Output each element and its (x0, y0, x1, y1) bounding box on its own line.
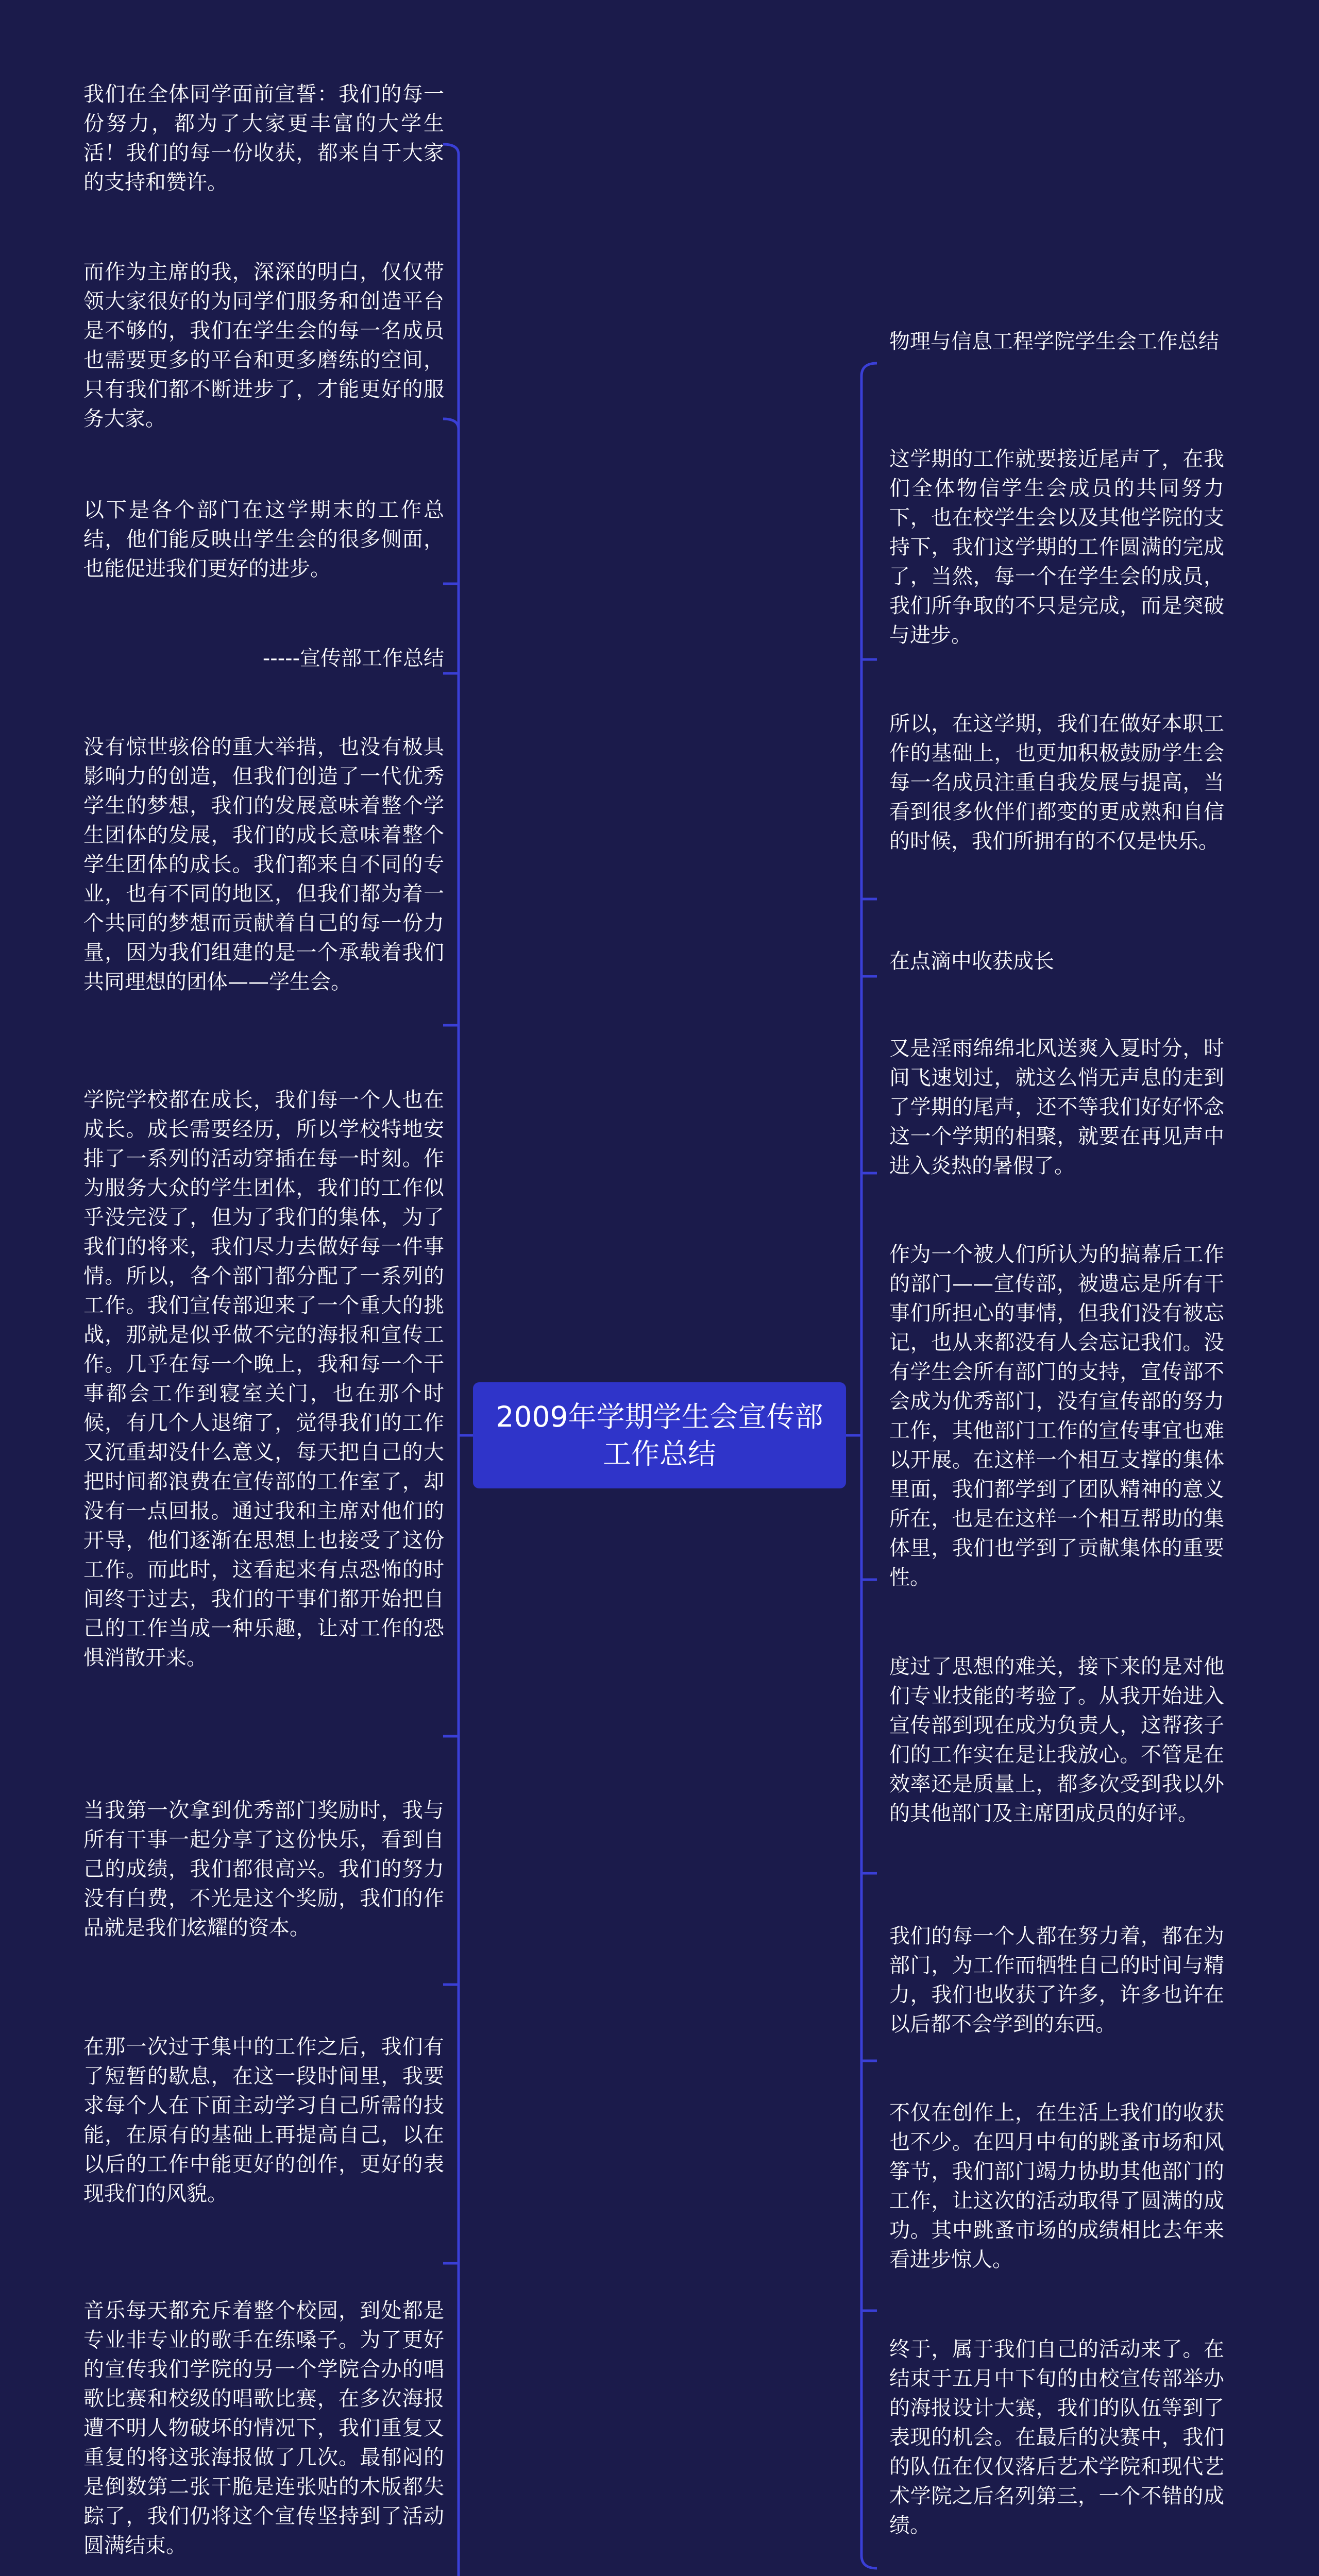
central-topic-label: 2009年学期学生会宣传部工作总结 (496, 1400, 823, 1470)
left-node-8[interactable]: 在那一次过于集中的工作之后，我们有了短暂的歇息，在这一段时间里，我要求每个人在下面主动学习自己所需的技能，在原有的基础上再提高自己，以在以后的工作中能更好的创作，更好的表现我们的风貌。 (83, 2035, 444, 2206)
right-node-3[interactable]: 所以，在这学期，我们在做好本职工作的基础上，也更加积极鼓励学生会每一名成员注重自我发展与提高，当看到很多伙伴们都变的更成熟和自信的时候，我们所拥有的不仅是快乐。 (889, 712, 1224, 853)
left-node-1[interactable]: 我们在全体同学面前宣誓：我们的每一份努力，都为了大家更丰富的大学生活！我们的每一份收获，都来自于大家的支持和赞许。 (83, 82, 444, 194)
right-node-10[interactable]: 终于，属于我们自己的活动来了。在结束于五月中下旬的由校宣传部举办的海报设计大赛，我们的队伍等到了表现的机会。在最后的决赛中，我们的队伍在仅仅落后艺术学院和现代艺术学院之后名列第三，一个不错的成绩。 (889, 2337, 1224, 2537)
left-branch-trunk (459, 155, 473, 2576)
right-branch-trunk (846, 376, 861, 2555)
right-connector-10 (861, 2555, 877, 2568)
right-node-7[interactable]: 度过了思想的难关，接下来的是对他们专业技能的考验了。从我开始进入宣传部到现在成为负责人，这帮孩子们的工作实在是让我放心。不管是在效率还是质量上，都多次受到我以外的其他部门及主席团成员的好评。 (889, 1655, 1224, 1825)
right-node-2[interactable]: 这学期的工作就要接近尾声了，在我们全体物信学生会成员的共同努力下，也在校学生会以及其他学院的支持下，我们这学期的工作圆满的完成了，当然，每一个在学生会的成员，我们所争取的不只是完成，而是突破与进步。 (889, 447, 1224, 647)
right-connector-1 (861, 363, 877, 376)
left-node-4[interactable]: -----宣传部工作总结 (262, 647, 444, 670)
right-node-6[interactable]: 作为一个被人们所认为的搞幕后工作的部门——宣传部，被遗忘是所有干事们所担心的事情，但我们没有被忘记，也从来都没有人会忘记我们。没有学生会所有部门的支持，宣传部不会成为优秀部门，没有宣传部的努力工作，其他部门工作的宣传事宜也难以开展。在这样一个相互支撑的集体里面，我们都学到了团队精神的意义所在，也是在这样一个相互帮助的集体里，我们也学到了贡献集体的重要性。 (889, 1243, 1224, 1589)
left-node-2[interactable]: 而作为主席的我，深深的明白，仅仅带领大家很好的为同学们服务和创造平台是不够的，我们在学生会的每一名成员也需要更多的平台和更多磨练的空间，只有我们都不断进步了，才能更好的服务大家。 (83, 260, 444, 431)
right-node-4[interactable]: 在点滴中收获成长 (889, 950, 1054, 973)
left-node-6[interactable]: 学院学校都在成长，我们每一个人也在成长。成长需要经历，所以学校特地安排了一系列的活动穿插在每一时刻。作为服务大众的学生团体，我们的工作似乎没完没了，但为了我们的集体，为了我们的将来，我们尽力去做好每一件事情。所以，各个部门都分配了一系列的工作。我们宣传部迎来了一个重大的挑战，那就是似乎做不完的海报和宣传工作。几乎在每一个晚上，我和每一个干事都会工作到寝室关门，也在那个时候，有几个人退缩了，觉得我们的工作又沉重却没什么意义，每天把自己的大把时间都浪费在宣传部的工作室了，却没有一点回报。通过我和主席对他们的开导，他们逐渐在思想上也接受了这份工作。而此时，这看起来有点恐怖的时间终于过去，我们的干事们都开始把自己的工作当成一种乐趣，让对工作的恐惧消散开来。 (83, 1088, 444, 1670)
left-node-3[interactable]: 以下是各个部门在这学期末的工作总结，他们能反映出学生会的很多侧面，也能促进我们更好的进步。 (83, 498, 444, 581)
central-topic-node[interactable] (473, 1382, 846, 1488)
right-node-9[interactable]: 不仅在创作上，在生活上我们的收获也不少。在四月中旬的跳蚤市场和风筝节，我们部门竭力协助其他部门的工作，让这次的活动取得了圆满的成功。其中跳蚤市场的成绩相比去年来看进步惊人。 (889, 2101, 1224, 2272)
left-connector-2 (443, 419, 459, 429)
right-node-1[interactable]: 物理与信息工程学院学生会工作总结 (889, 330, 1219, 353)
left-connector-1 (443, 144, 459, 155)
left-node-9[interactable]: 音乐每天都充斥着整个校园，到处都是专业非专业的歌手在练嗓子。为了更好的宣传我们学院的另一个学院合办的唱歌比赛和校级的唱歌比赛，在多次海报遭不明人物破坏的情况下，我们重复又重复的将这张海报做了几次。最郁闷的是倒数第二张干脆是连张贴的木版都失踪了，我们仍将这个宣传坚持到了活动圆满结束。 (83, 2299, 444, 2557)
right-node-5[interactable]: 又是淫雨绵绵北风送爽入夏时分，时间飞速划过，就这么悄无声息的走到了学期的尾声，还不等我们好好怀念这一个学期的相聚，就要在再见声中进入炎热的暑假了。 (889, 1037, 1224, 1178)
left-node-7[interactable]: 当我第一次拿到优秀部门奖励时，我与所有干事一起分享了这份快乐，看到自己的成绩，我们都很高兴。我们的努力没有白费，不光是这个奖励，我们的作品就是我们炫耀的资本。 (83, 1799, 444, 1940)
right-node-8[interactable]: 我们的每一个人都在努力着，都在为部门，为工作而牺牲自己的时间与精力，我们也收获了许多，许多也许在以后都不会学到的东西。 (889, 1924, 1224, 2036)
left-node-5[interactable]: 没有惊世骇俗的重大举措，也没有极具影响力的创造，但我们创造了一代优秀学生的梦想，我们的发展意味着整个学生团体的发展，我们的成长意味着整个学生团体的成长。我们都来自不同的专业，也有不同的地区，但我们都为着一个共同的梦想而贡献着自己的每一份力量，因为我们组建的是一个承载着我们共同理想的团体——学生会。 (83, 735, 444, 994)
